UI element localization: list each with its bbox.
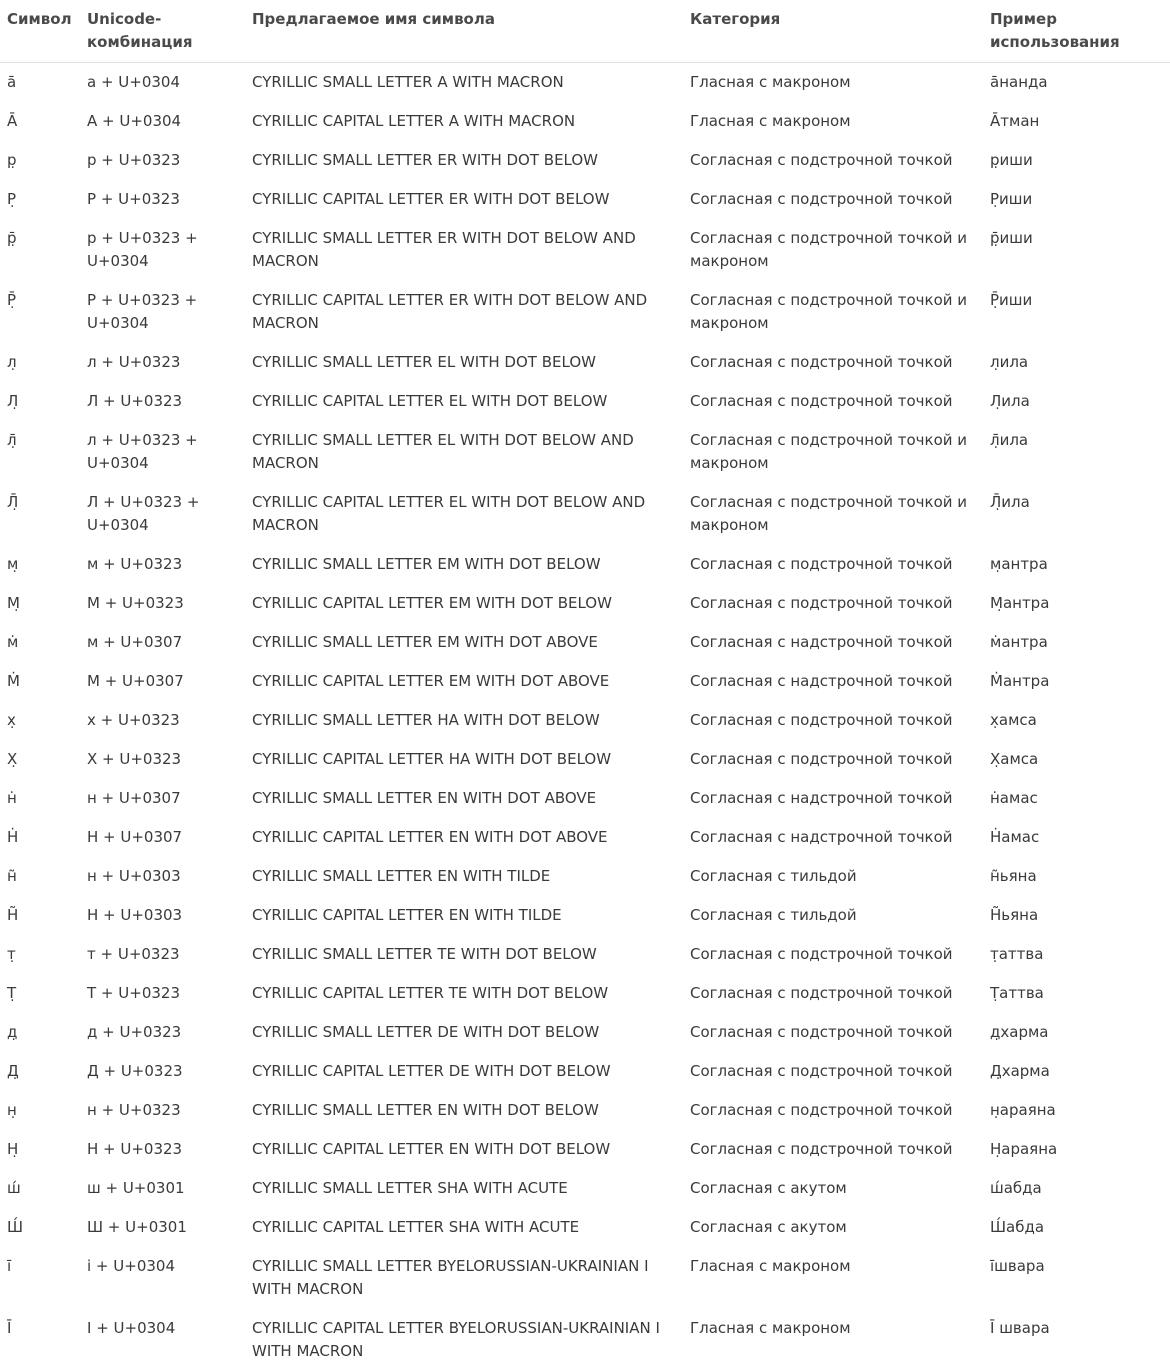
cell-unicode-combination: н + U+0323 <box>80 1091 245 1130</box>
cell-usage-example: Л̣ила <box>983 382 1170 421</box>
cell-symbol: х̣ <box>0 701 80 740</box>
cell-unicode-combination: Н + U+0303 <box>80 896 245 935</box>
cell-unicode-combination: Л + U+0323 + U+0304 <box>80 483 245 545</box>
cell-proposed-name: CYRILLIC CAPITAL LETTER EN WITH DOT ABOVE <box>245 818 683 857</box>
cell-category: Согласная с подстрочной точкой <box>683 1130 983 1169</box>
table-row <box>0 857 1170 896</box>
cell-usage-example: н̃ьяна <box>983 857 1170 896</box>
cell-usage-example: А̄тман <box>983 102 1170 141</box>
table-row <box>0 219 1170 281</box>
cell-category: Согласная с подстрочной точкой <box>683 343 983 382</box>
cell-usage-example: р̣̄иши <box>983 219 1170 281</box>
cell-usage-example: Х̣амса <box>983 740 1170 779</box>
cell-unicode-combination: х + U+0323 <box>80 701 245 740</box>
cell-symbol: н̣ <box>0 1091 80 1130</box>
table-row <box>0 1130 1170 1169</box>
cell-proposed-name: CYRILLIC CAPITAL LETTER TE WITH DOT BELOW <box>245 974 683 1013</box>
cell-symbol: т̣ <box>0 935 80 974</box>
cell-proposed-name: CYRILLIC SMALL LETTER ER WITH DOT BELOW AND MACRON <box>245 219 683 281</box>
cell-unicode-combination: л + U+0323 <box>80 343 245 382</box>
cell-proposed-name: CYRILLIC CAPITAL LETTER ER WITH DOT BELOW <box>245 180 683 219</box>
cell-symbol: л̣ <box>0 343 80 382</box>
cell-usage-example: Л̣̄ила <box>983 483 1170 545</box>
cell-proposed-name: CYRILLIC SMALL LETTER EM WITH DOT BELOW <box>245 545 683 584</box>
cell-symbol: н̃ <box>0 857 80 896</box>
cell-proposed-name: CYRILLIC CAPITAL LETTER BYELORUSSIAN-UKRAINIAN I WITH MACRON <box>245 1309 683 1371</box>
cell-symbol: Н̇ <box>0 818 80 857</box>
table-row <box>0 1169 1170 1208</box>
cell-usage-example: Н̣араяна <box>983 1130 1170 1169</box>
cell-symbol: Р̣ <box>0 180 80 219</box>
table-row <box>0 483 1170 545</box>
cell-symbol: л̣̄ <box>0 421 80 483</box>
cell-proposed-name: CYRILLIC CAPITAL LETTER EL WITH DOT BELOW AND MACRON <box>245 483 683 545</box>
cell-symbol: Х̣ <box>0 740 80 779</box>
cell-usage-example: Н̃ьяна <box>983 896 1170 935</box>
table-row <box>0 180 1170 219</box>
cell-unicode-combination: М + U+0307 <box>80 662 245 701</box>
cell-category: Согласная с тильдой <box>683 857 983 896</box>
table-row <box>0 623 1170 662</box>
cell-unicode-combination: ш + U+0301 <box>80 1169 245 1208</box>
cell-usage-example: Ш́абда <box>983 1208 1170 1247</box>
cell-usage-example: Н̇амас <box>983 818 1170 857</box>
cell-symbol: Ī <box>0 1309 80 1371</box>
table-row <box>0 102 1170 141</box>
cell-category: Согласная с подстрочной точкой <box>683 1013 983 1052</box>
table-row <box>0 281 1170 343</box>
header-proposed-name: Предлагаемое имя символа <box>245 0 683 63</box>
table-row <box>0 63 1170 103</box>
cell-unicode-combination: Л + U+0323 <box>80 382 245 421</box>
table-row <box>0 740 1170 779</box>
table-row <box>0 343 1170 382</box>
cell-symbol: м̣ <box>0 545 80 584</box>
header-row <box>0 0 1170 63</box>
cell-unicode-combination: р + U+0323 <box>80 141 245 180</box>
cell-proposed-name: CYRILLIC CAPITAL LETTER EM WITH DOT BELOW <box>245 584 683 623</box>
cell-usage-example: т̣аттва <box>983 935 1170 974</box>
header-unicode-combination: Unicode-комбинация <box>80 0 245 63</box>
cell-proposed-name: CYRILLIC CAPITAL LETTER EL WITH DOT BELOW <box>245 382 683 421</box>
cell-unicode-combination: Н + U+0307 <box>80 818 245 857</box>
cell-symbol: Л̣ <box>0 382 80 421</box>
table-row <box>0 1013 1170 1052</box>
cell-unicode-combination: І + U+0304 <box>80 1309 245 1371</box>
cell-category: Согласная с подстрочной точкой и макроном <box>683 421 983 483</box>
table-row <box>0 382 1170 421</box>
cell-category: Гласная с макроном <box>683 102 983 141</box>
cell-unicode-combination: т + U+0323 <box>80 935 245 974</box>
cell-usage-example: М̇антра <box>983 662 1170 701</box>
table-body <box>0 63 1170 1371</box>
cell-unicode-combination: Н + U+0323 <box>80 1130 245 1169</box>
cell-proposed-name: CYRILLIC SMALL LETTER EN WITH DOT BELOW <box>245 1091 683 1130</box>
cell-symbol: д̣ <box>0 1013 80 1052</box>
cell-usage-example: Ī швара <box>983 1309 1170 1371</box>
cell-proposed-name: CYRILLIC CAPITAL LETTER SHA WITH ACUTE <box>245 1208 683 1247</box>
cell-unicode-combination: м + U+0307 <box>80 623 245 662</box>
cell-proposed-name: CYRILLIC CAPITAL LETTER EM WITH DOT ABOVE <box>245 662 683 701</box>
table-row <box>0 1309 1170 1371</box>
cell-category: Согласная с подстрочной точкой <box>683 584 983 623</box>
cell-category: Согласная с надстрочной точкой <box>683 662 983 701</box>
cell-category: Согласная с подстрочной точкой <box>683 1091 983 1130</box>
cell-symbol: а̄ <box>0 63 80 103</box>
cell-category: Согласная с подстрочной точкой и макроном <box>683 281 983 343</box>
cell-unicode-combination: Т + U+0323 <box>80 974 245 1013</box>
cell-symbol: і̄ <box>0 1247 80 1309</box>
cell-usage-example: д̣харма <box>983 1013 1170 1052</box>
cell-category: Согласная с подстрочной точкой и макроном <box>683 219 983 281</box>
cell-category: Согласная с подстрочной точкой <box>683 974 983 1013</box>
cell-category: Согласная с надстрочной точкой <box>683 818 983 857</box>
table-row <box>0 1247 1170 1309</box>
cell-category: Согласная с подстрочной точкой <box>683 935 983 974</box>
cell-usage-example: ш́абда <box>983 1169 1170 1208</box>
cell-category: Согласная с подстрочной точкой <box>683 701 983 740</box>
table-row <box>0 935 1170 974</box>
table-row <box>0 421 1170 483</box>
cell-category: Согласная с надстрочной точкой <box>683 779 983 818</box>
table-row <box>0 662 1170 701</box>
cell-proposed-name: CYRILLIC CAPITAL LETTER A WITH MACRON <box>245 102 683 141</box>
cell-proposed-name: CYRILLIC CAPITAL LETTER DE WITH DOT BELOW <box>245 1052 683 1091</box>
cell-category: Согласная с подстрочной точкой <box>683 382 983 421</box>
cell-unicode-combination: р + U+0323 + U+0304 <box>80 219 245 281</box>
cell-proposed-name: CYRILLIC SMALL LETTER BYELORUSSIAN-UKRAINIAN I WITH MACRON <box>245 1247 683 1309</box>
cell-symbol: М̣ <box>0 584 80 623</box>
cell-symbol: Л̣̄ <box>0 483 80 545</box>
cell-symbol: Т̣ <box>0 974 80 1013</box>
cell-category: Согласная с надстрочной точкой <box>683 623 983 662</box>
cell-category: Согласная с подстрочной точкой <box>683 545 983 584</box>
cell-unicode-combination: і + U+0304 <box>80 1247 245 1309</box>
table-row <box>0 701 1170 740</box>
cell-category: Гласная с макроном <box>683 1309 983 1371</box>
cell-symbol: н̇ <box>0 779 80 818</box>
cell-unicode-combination: л + U+0323 + U+0304 <box>80 421 245 483</box>
header-symbol: Символ <box>0 0 80 63</box>
cell-category: Согласная с подстрочной точкой <box>683 180 983 219</box>
cell-usage-example: Р̣̄иши <box>983 281 1170 343</box>
cell-proposed-name: CYRILLIC SMALL LETTER SHA WITH ACUTE <box>245 1169 683 1208</box>
cell-symbol: Н̣ <box>0 1130 80 1169</box>
cell-symbol: м̇ <box>0 623 80 662</box>
table-row <box>0 818 1170 857</box>
cell-unicode-combination: н + U+0307 <box>80 779 245 818</box>
table-row <box>0 974 1170 1013</box>
table-row <box>0 1208 1170 1247</box>
table-row <box>0 141 1170 180</box>
cell-unicode-combination: М + U+0323 <box>80 584 245 623</box>
table-row <box>0 584 1170 623</box>
table-row <box>0 1091 1170 1130</box>
table-row <box>0 779 1170 818</box>
cell-symbol: ш́ <box>0 1169 80 1208</box>
cell-usage-example: л̣ила <box>983 343 1170 382</box>
cell-unicode-combination: Д + U+0323 <box>80 1052 245 1091</box>
cell-symbol: М̇ <box>0 662 80 701</box>
cell-usage-example: М̣антра <box>983 584 1170 623</box>
cell-unicode-combination: м + U+0323 <box>80 545 245 584</box>
cell-usage-example: н̣араяна <box>983 1091 1170 1130</box>
cell-proposed-name: CYRILLIC CAPITAL LETTER EN WITH DOT BELOW <box>245 1130 683 1169</box>
cell-unicode-combination: а + U+0304 <box>80 63 245 103</box>
cell-proposed-name: CYRILLIC SMALL LETTER HA WITH DOT BELOW <box>245 701 683 740</box>
cell-symbol: Ш́ <box>0 1208 80 1247</box>
cell-proposed-name: CYRILLIC SMALL LETTER ER WITH DOT BELOW <box>245 141 683 180</box>
cell-proposed-name: CYRILLIC CAPITAL LETTER ER WITH DOT BELOW AND MACRON <box>245 281 683 343</box>
cell-proposed-name: CYRILLIC SMALL LETTER EN WITH TILDE <box>245 857 683 896</box>
cell-proposed-name: CYRILLIC CAPITAL LETTER HA WITH DOT BELOW <box>245 740 683 779</box>
cell-proposed-name: CYRILLIC SMALL LETTER EM WITH DOT ABOVE <box>245 623 683 662</box>
cell-symbol: Д̣ <box>0 1052 80 1091</box>
cell-proposed-name: CYRILLIC SMALL LETTER TE WITH DOT BELOW <box>245 935 683 974</box>
cell-usage-example: а̄нанда <box>983 63 1170 103</box>
table-row <box>0 896 1170 935</box>
cell-category: Согласная с тильдой <box>683 896 983 935</box>
cell-usage-example: Р̣иши <box>983 180 1170 219</box>
cell-proposed-name: CYRILLIC SMALL LETTER EL WITH DOT BELOW AND MACRON <box>245 421 683 483</box>
cell-symbol: р̣̄ <box>0 219 80 281</box>
cell-proposed-name: CYRILLIC SMALL LETTER DE WITH DOT BELOW <box>245 1013 683 1052</box>
cell-usage-example: х̣амса <box>983 701 1170 740</box>
cell-category: Гласная с макроном <box>683 1247 983 1309</box>
cell-unicode-combination: н + U+0303 <box>80 857 245 896</box>
cell-usage-example: м̣антра <box>983 545 1170 584</box>
cell-category: Гласная с макроном <box>683 63 983 103</box>
cell-usage-example: Т̣аттва <box>983 974 1170 1013</box>
cell-proposed-name: CYRILLIC SMALL LETTER EL WITH DOT BELOW <box>245 343 683 382</box>
cell-usage-example: і̄швара <box>983 1247 1170 1309</box>
cell-usage-example: р̣иши <box>983 141 1170 180</box>
cell-unicode-combination: Р + U+0323 <box>80 180 245 219</box>
cell-unicode-combination: Ш + U+0301 <box>80 1208 245 1247</box>
cell-symbol: Р̣̄ <box>0 281 80 343</box>
cell-proposed-name: CYRILLIC SMALL LETTER A WITH MACRON <box>245 63 683 103</box>
cell-usage-example: Д̣харма <box>983 1052 1170 1091</box>
table-row <box>0 1052 1170 1091</box>
cell-category: Согласная с подстрочной точкой <box>683 1052 983 1091</box>
table-row <box>0 545 1170 584</box>
cell-category: Согласная с акутом <box>683 1169 983 1208</box>
cell-category: Согласная с подстрочной точкой <box>683 141 983 180</box>
cell-usage-example: н̇амас <box>983 779 1170 818</box>
header-usage-example: Пример использования <box>983 0 1170 63</box>
cell-usage-example: м̇антра <box>983 623 1170 662</box>
cell-symbol: Н̃ <box>0 896 80 935</box>
cell-unicode-combination: А + U+0304 <box>80 102 245 141</box>
cell-category: Согласная с подстрочной точкой <box>683 740 983 779</box>
cell-symbol: р̣ <box>0 141 80 180</box>
cell-unicode-combination: Р + U+0323 + U+0304 <box>80 281 245 343</box>
table-header <box>0 0 1170 63</box>
cell-category: Согласная с подстрочной точкой и макроном <box>683 483 983 545</box>
header-category: Категория <box>683 0 983 63</box>
cell-usage-example: л̣̄ила <box>983 421 1170 483</box>
cell-symbol: А̄ <box>0 102 80 141</box>
cell-unicode-combination: Х + U+0323 <box>80 740 245 779</box>
cell-unicode-combination: д + U+0323 <box>80 1013 245 1052</box>
cell-proposed-name: CYRILLIC CAPITAL LETTER EN WITH TILDE <box>245 896 683 935</box>
cell-proposed-name: CYRILLIC SMALL LETTER EN WITH DOT ABOVE <box>245 779 683 818</box>
cell-category: Согласная с акутом <box>683 1208 983 1247</box>
